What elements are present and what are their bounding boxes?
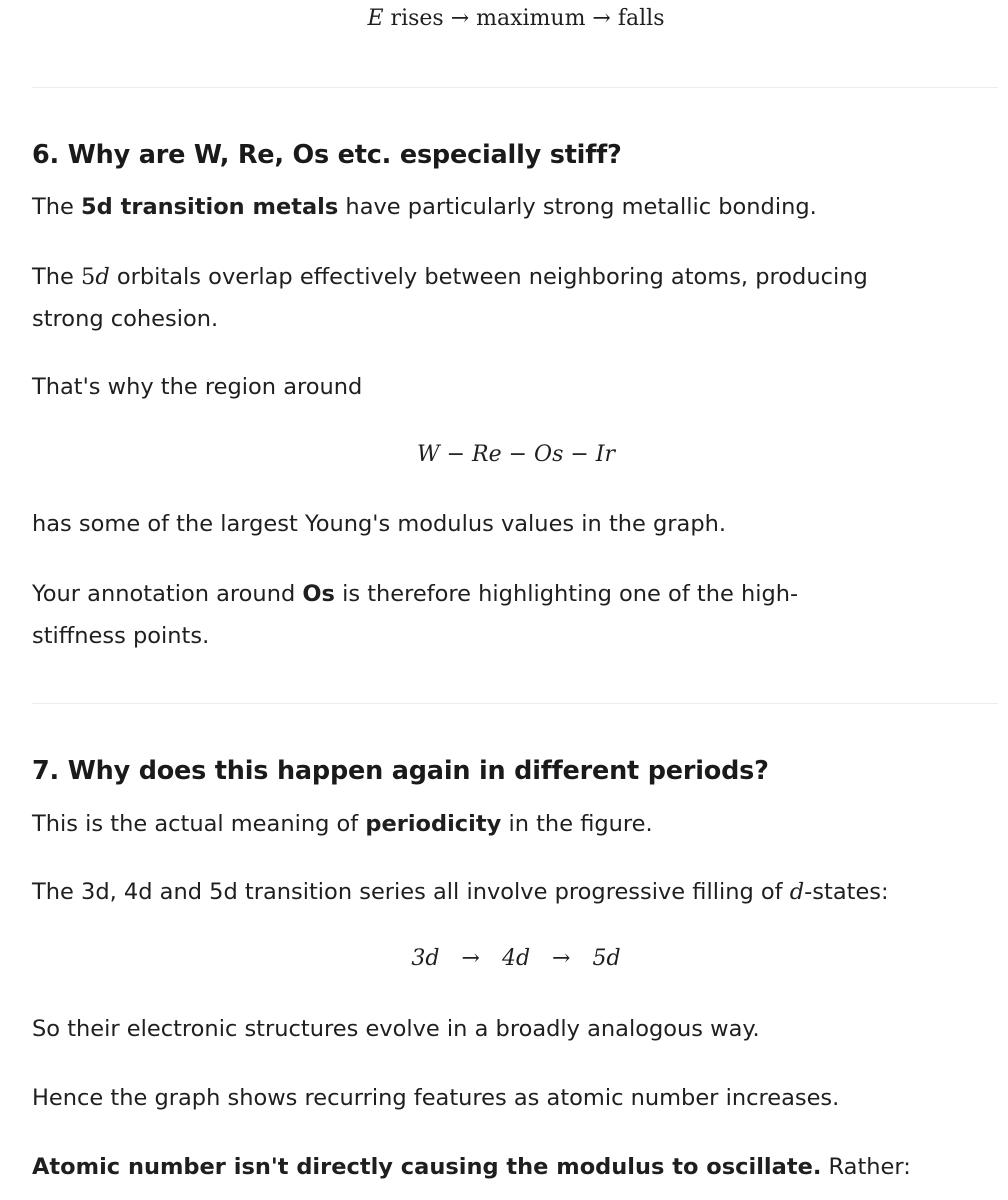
section-6-paragraph-3: That's why the region around [32, 374, 363, 400]
bold-5d-transition-metals: 5d transition metals [81, 194, 339, 220]
formula-text: rises → maximum → falls [383, 6, 665, 31]
section-6-paragraph-4: has some of the largest Young's modulus values in the graph. [32, 511, 727, 537]
section-7-paragraph-5: Atomic number isn't directly causing the modulus to oscillate. Rather: [32, 1154, 911, 1180]
sequence-4d: 4d [501, 946, 531, 971]
bold-os: Os [302, 581, 335, 607]
sequence-5d: 5d [592, 946, 621, 971]
section-7-paragraph-3: So their electronic structures evolve in a broadly analogous way. [32, 1016, 760, 1042]
section-6-paragraph-1: The 5d transition metals have particularly strong metallic bonding. [32, 194, 817, 220]
sequence-3d: 3d [411, 946, 440, 971]
section-7-paragraph-4: Hence the graph shows recurring features as atomic number increases. [32, 1085, 840, 1111]
series-sequence [32, 946, 1000, 971]
section-6-formula: W − Re − Os − Ir [417, 442, 615, 467]
section-6-paragraph-5: Your annotation around Os is therefore highlighting one of the high-stiffness points. [32, 581, 799, 649]
section-6-heading: 6. Why are W, Re, Os etc. especially stiff? [32, 140, 622, 170]
formula-variable-e: E [367, 6, 384, 31]
section-divider [32, 703, 998, 704]
section-6-paragraph-2: The 5d orbitals overlap effectively between neighboring atoms, producing strong cohesion. [32, 264, 868, 332]
section-7-heading: 7. Why does this happen again in different periods? [32, 756, 769, 786]
top-formula [32, 6, 1000, 31]
section-divider [32, 87, 998, 88]
section-7-paragraph-1: This is the actual meaning of periodicity in the figure. [32, 811, 653, 837]
bold-atomic-number-statement: Atomic number isn't directly causing the modulus to oscillate. [32, 1154, 822, 1180]
section-7-paragraph-2: The 3d, 4d and 5d transition series all involve progressive filling of d-states: [32, 879, 889, 905]
arrow-icon: → [552, 946, 571, 971]
bold-periodicity: periodicity [365, 811, 502, 837]
arrow-icon: → [461, 946, 480, 971]
